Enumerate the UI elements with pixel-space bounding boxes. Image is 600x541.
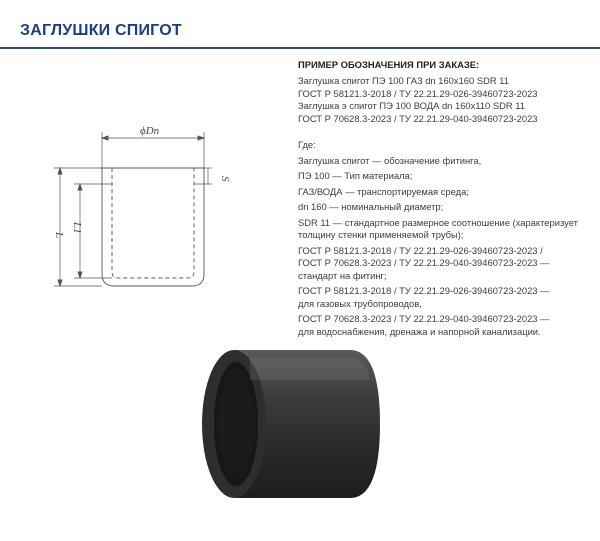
length-label: L: [53, 232, 65, 239]
legend-item: ГОСТ Р 58121.3-2018 / ТУ 22.21.29-026-39460723-2023 — для газовых трубопроводов,: [298, 285, 550, 309]
outer-contour: [102, 168, 204, 286]
order-info: [298, 59, 594, 338]
legend-item: Заглушка спигот — обозначение фитинга,: [298, 154, 482, 166]
where-label: Где:: [298, 139, 316, 151]
product-image: [190, 340, 400, 520]
order-example-line: ГОСТ Р 70628.3-2023 / ТУ 22.21.29-040-39460723-2023: [298, 112, 538, 124]
order-example-line: Заглушка э спигот ПЭ 100 ВОДА dn 160х110 SDR 11: [298, 100, 526, 112]
order-heading: ПРИМЕР ОБОЗНАЧЕНИЯ ПРИ ЗАКАЗЕ:: [298, 59, 480, 70]
title-divider: [0, 47, 600, 49]
legend-item: ГАЗ/ВОДА — транспортируемая среда;: [298, 185, 469, 197]
page-title: ЗАГЛУШКИ СПИГОТ: [20, 22, 182, 39]
diameter-label: ϕDn: [140, 125, 160, 137]
inner-length-label: L1: [71, 222, 83, 234]
technical-drawing: [52, 112, 232, 302]
legend-item: ПЭ 100 — Тип материала;: [298, 170, 413, 182]
order-example-line: ГОСТ Р 58121.3-2018 / ТУ 22.21.29-026-39460723-2023: [298, 87, 538, 99]
legend-item: ГОСТ Р 58121.3-2018 / ТУ 22.21.29-026-39460723-2023 / ГОСТ Р 70628.3-2023 / ТУ 22.21.29-040-39460723-2023 — стандарт на фитинг;: [298, 245, 550, 281]
wall-thickness-label: S: [219, 176, 231, 182]
order-example-line: Заглушка спигот ПЭ 100 ГАЗ dn 160х160 SDR 11: [298, 75, 509, 87]
legend-item: dn 160 — номинальный диаметр;: [298, 201, 444, 213]
legend-item: ГОСТ Р 70628.3-2023 / ТУ 22.21.29-040-39460723-2023 — для водоснабжения, дренажа и напорной канализации.: [298, 313, 550, 337]
legend-item: SDR 11 — стандартное размерное соотношение (характеризует толщину стенки применяемой трубы);: [298, 217, 578, 241]
inner-bore: [112, 168, 194, 278]
